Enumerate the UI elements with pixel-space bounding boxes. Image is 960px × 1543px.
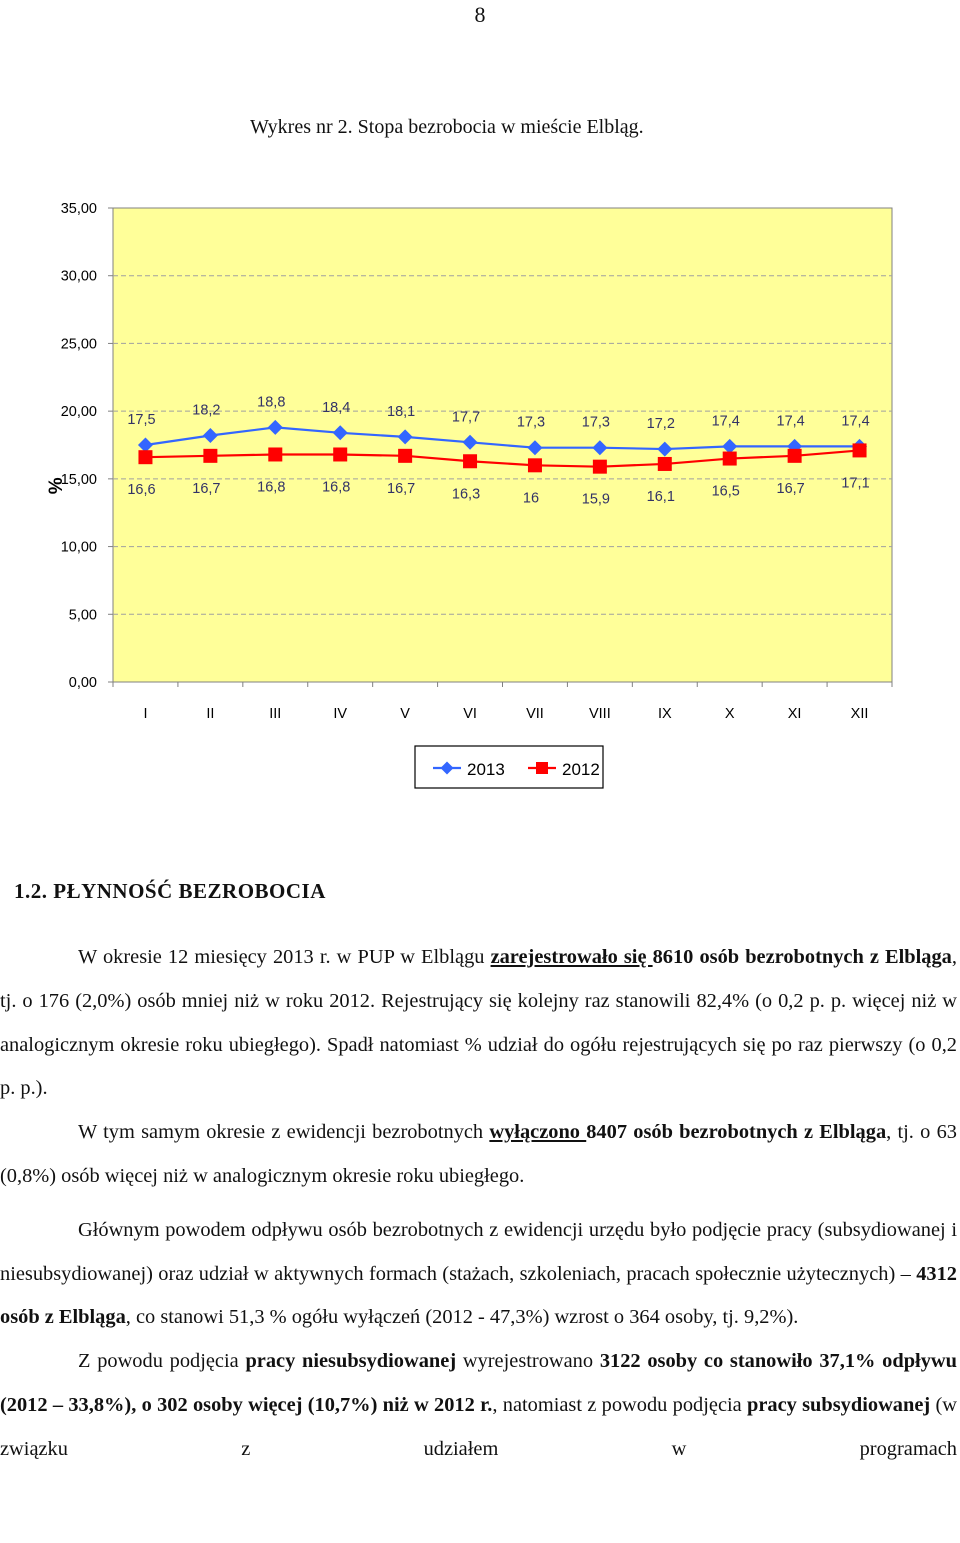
y-tick-label: 5,00 bbox=[68, 607, 97, 624]
y-tick-label: 30,00 bbox=[60, 268, 97, 285]
x-tick-label: VI bbox=[463, 706, 477, 722]
data-label-2012: 16,1 bbox=[646, 488, 675, 505]
x-tick-label: IX bbox=[657, 706, 672, 722]
data-point-2012 bbox=[723, 452, 737, 466]
data-point-2012 bbox=[138, 450, 152, 464]
data-label-2012: 16,7 bbox=[192, 480, 221, 497]
x-tick-label: II bbox=[206, 706, 215, 722]
data-point-2012 bbox=[463, 454, 477, 468]
chart-caption: Wykres nr 2. Stopa bezrobocia w mieście Elbląg. bbox=[250, 116, 644, 138]
data-point-2012 bbox=[203, 449, 217, 463]
body-text bbox=[0, 936, 957, 1472]
legend-label-2012: 2012 bbox=[562, 760, 600, 779]
data-point-2012 bbox=[853, 443, 867, 457]
legend-label-2013: 2013 bbox=[467, 760, 505, 779]
paragraph-deregistrations: W tym samym okresie z ewidencji bezrobotnych wyłączono 8407 osób bezrobotnych z Elbląga, tj. o 63 (0,8%) osób więcej niż w analogicznym okresie roku ubiegłego. bbox=[0, 1121, 957, 1187]
data-label-2012: 16,8 bbox=[257, 479, 286, 496]
data-label-2012: 15,9 bbox=[581, 491, 610, 508]
data-point-2012 bbox=[398, 449, 412, 463]
data-point-2012 bbox=[788, 449, 802, 463]
data-label-2013: 17,4 bbox=[841, 413, 870, 430]
data-label-2013: 17,3 bbox=[516, 414, 546, 431]
x-tick-label: VIII bbox=[588, 706, 611, 722]
x-tick-label: I bbox=[143, 706, 148, 722]
data-label-2013: 17,7 bbox=[451, 409, 481, 426]
data-label-2012: 16,3 bbox=[451, 486, 481, 503]
y-tick-label: 10,00 bbox=[60, 539, 97, 556]
x-tick-label: IV bbox=[333, 706, 348, 722]
data-point-2012 bbox=[658, 457, 672, 471]
data-label-2013: 17,3 bbox=[581, 414, 610, 431]
x-tick-label: X bbox=[724, 706, 735, 722]
page-number: 8 bbox=[474, 2, 486, 27]
data-label-2013: 17,4 bbox=[711, 413, 740, 430]
x-tick-label: XI bbox=[787, 706, 802, 722]
data-point-2012 bbox=[528, 458, 542, 472]
paragraph-registrations: W okresie 12 miesięcy 2013 r. w PUP w Elblągu zarejestrowało się 8610 osób bezrobotnych z Elbląga, tj. o 176 (2,0%) osób mniej niż w roku 2012. Rejestrujący się kolejny raz stanowili 82,4% (o 0,2 p. p. więcej niż w analogicznym okresie roku ubiegłego). Spadł natomiast % udział do ogółu rejestrujących się po raz pierwszy (o 0,2 p. p.). bbox=[0, 946, 957, 1100]
data-label-2013: 18,2 bbox=[192, 402, 221, 419]
x-tick-label: V bbox=[400, 706, 410, 722]
data-label-2012: 16,5 bbox=[711, 483, 740, 500]
x-tick-label: VII bbox=[526, 706, 544, 722]
section-title: PŁYNNOŚĆ BEZROBOCIA bbox=[53, 879, 326, 903]
x-tick-label: XII bbox=[850, 706, 869, 722]
data-point-2012 bbox=[593, 460, 607, 474]
data-label-2013: 17,4 bbox=[776, 413, 805, 430]
y-tick-label: 15,00 bbox=[60, 471, 97, 488]
section-heading bbox=[14, 879, 326, 904]
data-label-2013: 17,2 bbox=[646, 416, 675, 433]
x-tick-label: III bbox=[269, 706, 282, 722]
data-label-2012: 16,6 bbox=[127, 482, 156, 499]
legend-marker-2012 bbox=[536, 762, 548, 774]
y-tick-label: 25,00 bbox=[60, 336, 97, 353]
data-label-2012: 16,8 bbox=[322, 479, 351, 496]
data-point-2012 bbox=[268, 447, 282, 461]
data-label-2013: 18,8 bbox=[257, 394, 286, 411]
y-tick-label: 20,00 bbox=[60, 404, 97, 421]
data-label-2012: 16,7 bbox=[387, 480, 416, 497]
data-label-2012: 17,1 bbox=[841, 475, 870, 492]
y-axis-label: % bbox=[46, 477, 67, 495]
data-label-2012: 16 bbox=[522, 490, 540, 507]
y-tick-label: 35,00 bbox=[60, 201, 97, 217]
section-number: 1.2. bbox=[14, 879, 48, 903]
data-label-2013: 18,4 bbox=[322, 399, 351, 416]
data-label-2013: 17,5 bbox=[127, 412, 156, 428]
data-point-2012 bbox=[333, 447, 347, 461]
paragraph-unsubsidised-work: Z powodu podjęcia pracy niesubsydiowanej wyrejestrowano 3122 osoby co stanowiło 37,1% odpływu (2012 – 33,8%), o 302 osoby więcej (10,7%) niż w 2012 r., natomiast z powodu podjęcia pracy subsydiowanej (w związku z udziałem w programach bbox=[0, 1350, 957, 1460]
paragraph-outflow-reasons: Głównym powodem odpływu osób bezrobotnych z ewidencji urzędu było podjęcie pracy (subsydiowanej i niesubsydiowanej) oraz udział w aktywnych formach (stażach, szkoleniach, pracach społecznie użytecznych) – 4312 osób z Elbląga, co stanowi 51,3 % ogółu wyłączeń (2012 - 47,3%) wzrost o 364 osoby, tj. 9,2%). bbox=[0, 1218, 957, 1329]
data-label-2013: 18,1 bbox=[387, 403, 416, 420]
unemployment-rate-chart bbox=[0, 180, 960, 800]
y-tick-label: 0,00 bbox=[68, 675, 97, 691]
data-label-2012: 16,7 bbox=[776, 480, 805, 497]
